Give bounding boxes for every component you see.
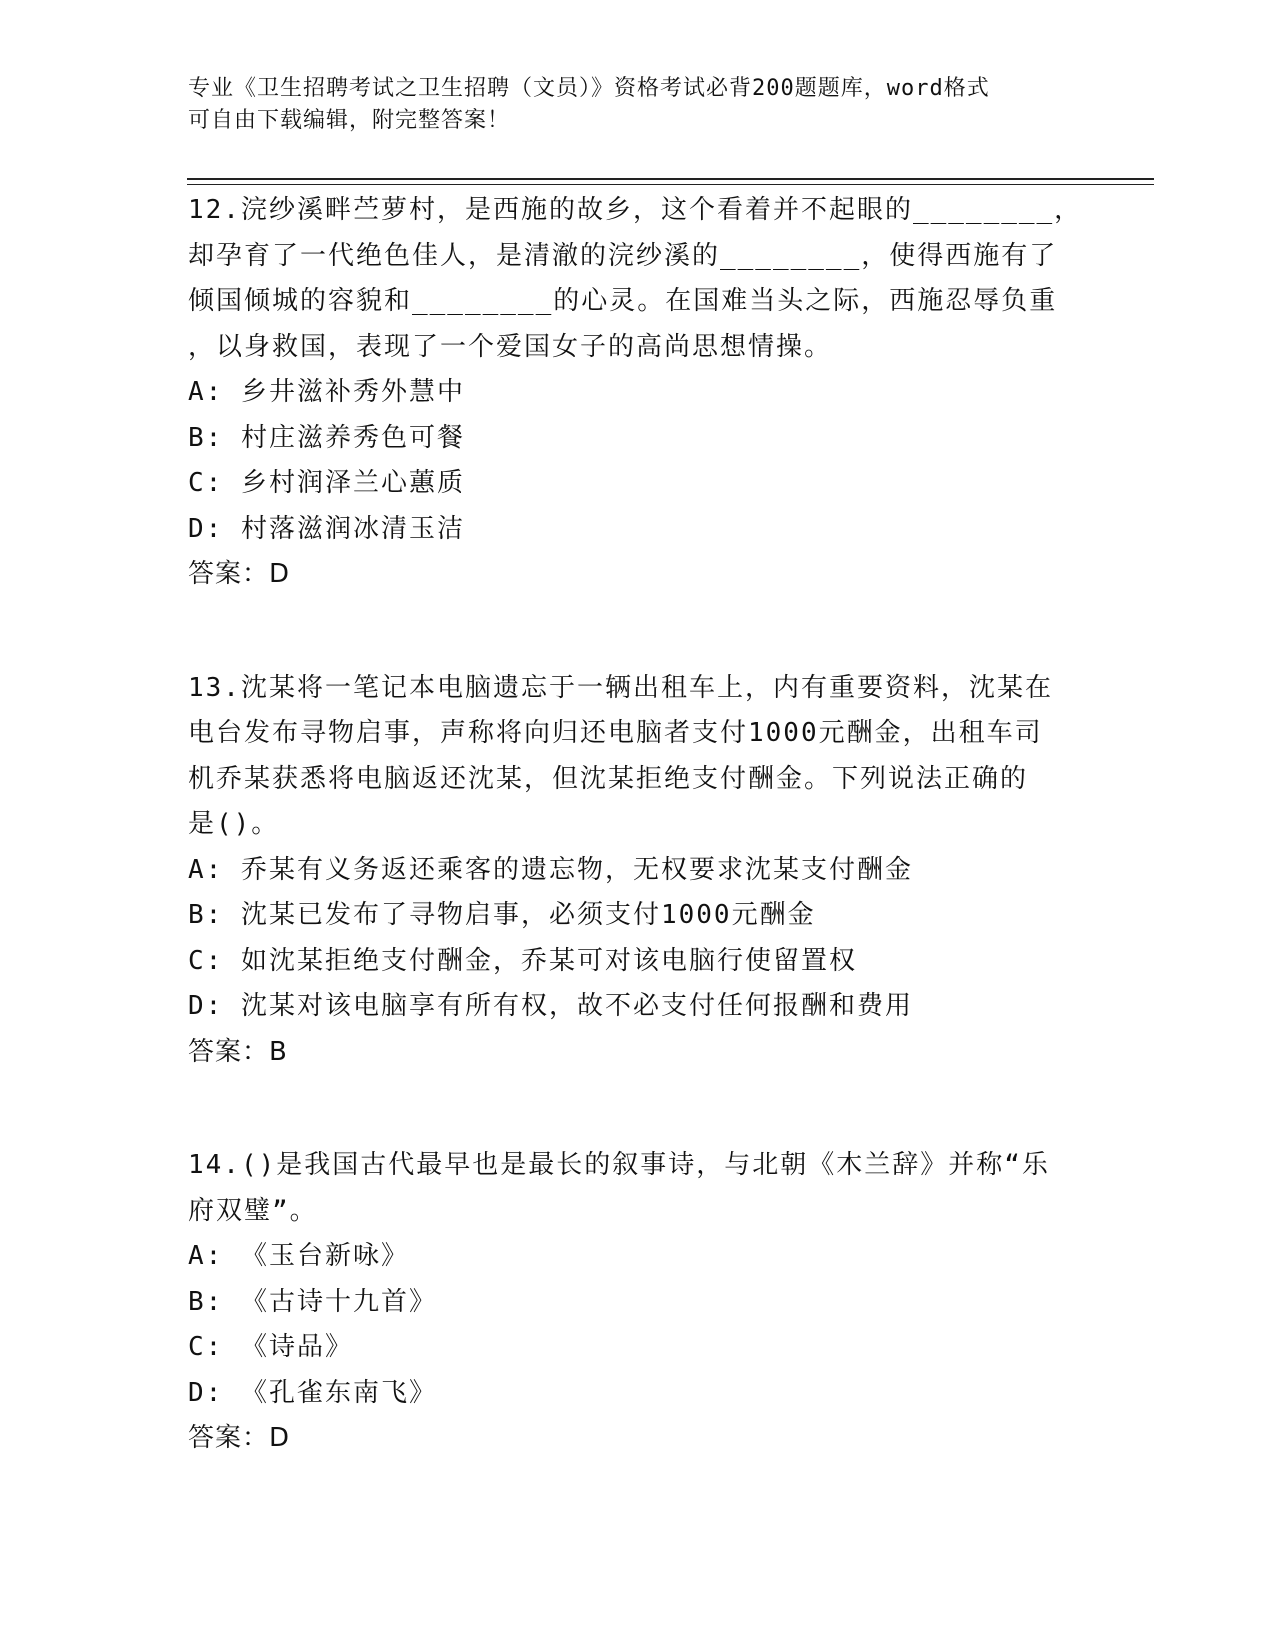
question-stem: 14.()是我国古代最早也是最长的叙事诗，与北朝《木兰辞》并称“乐 府双璧”。 <box>188 1150 1050 1226</box>
answer-label: 答案：B <box>188 1036 288 1067</box>
option-d: D: 村落滋润冰清玉洁 <box>188 513 465 544</box>
header-rule-thin <box>187 184 1154 185</box>
option-b: B: 村庄滋养秀色可餐 <box>188 422 465 453</box>
question-stem: 13.沈某将一笔记本电脑遗忘于一辆出租车上，内有重要资料，沈某在 电台发布寻物启事，声称将向归还电脑者支付1000元酬金，出租车司 机乔某获悉将电脑返还沈某，但沈某拒绝支付酬金。下列说法正确的 是()。 <box>188 672 1053 839</box>
option-b: B: 沈某已发布了寻物启事，必须支付1000元酬金 <box>188 900 816 930</box>
answer-label: 答案：D <box>188 1423 291 1453</box>
question-stem: 12.浣纱溪畔苎萝村，是西施的故乡，这个看着并不起眼的________， 却孕育了一代绝色佳人，是清澈的浣纱溪的________，使得西施有了 倾国倾城的容貌和________的心灵。在国难当头之际，西施忍辱负重 ，以身救国，表现了一个爱国女子的高尚思想情操。 <box>188 195 1083 362</box>
option-a: A: 乔某有义务返还乘客的遗忘物，无权要求沈某支付酬金 <box>188 854 913 885</box>
option-d: D: 沈某对该电脑享有所有权，故不必支付任何报酬和费用 <box>188 991 913 1021</box>
option-b: B: 《古诗十九首》 <box>188 1286 437 1317</box>
question-12 <box>188 188 1088 598</box>
option-c: C: 《诗品》 <box>188 1332 353 1362</box>
option-c: C: 乡村润泽兰心蕙质 <box>188 468 465 498</box>
question-14 <box>188 1143 1088 1462</box>
question-list <box>188 188 1088 1530</box>
answer-label: 答案：D <box>188 559 291 589</box>
header-line-2: 可自由下载编辑，附完整答案！ <box>188 108 511 133</box>
option-a: A: 《玉台新咏》 <box>188 1241 409 1271</box>
option-d: D: 《孔雀东南飞》 <box>188 1377 437 1408</box>
option-a: A: 乡井滋补秀外慧中 <box>188 377 465 407</box>
header-rule-thick <box>187 178 1154 180</box>
question-13 <box>188 666 1088 1076</box>
header-line-1: 专业《卫生招聘考试之卫生招聘（文员）》资格考试必背200题题库，word格式 <box>188 76 990 101</box>
option-c: C: 如沈某拒绝支付酬金，乔某可对该电脑行使留置权 <box>188 945 857 976</box>
document-header <box>188 73 1068 137</box>
